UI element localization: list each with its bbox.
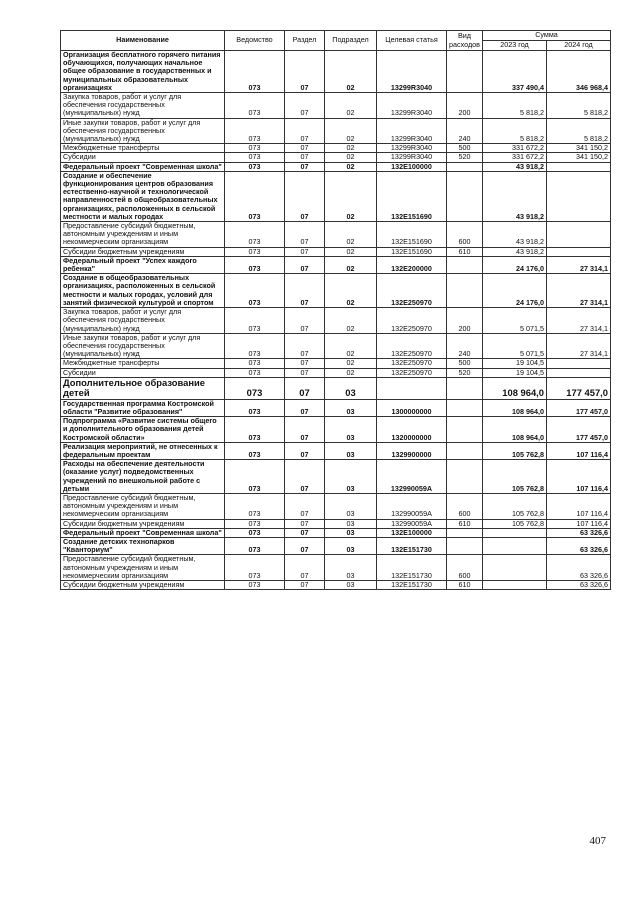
cell-podr: 02 bbox=[325, 162, 377, 171]
cell-s2024 bbox=[547, 359, 611, 368]
table-row bbox=[61, 222, 611, 248]
cell-podr: 02 bbox=[325, 274, 377, 308]
cell-podr: 03 bbox=[325, 460, 377, 494]
cell-name: Закупка товаров, работ и услуг для обеспечения государственных (муниципальных) нужд bbox=[61, 93, 225, 119]
cell-name: Межбюджетные трансферты bbox=[61, 144, 225, 153]
cell-vr bbox=[447, 377, 483, 399]
cell-cs: 132E250970 bbox=[377, 359, 447, 368]
cell-s2024: 63 326,6 bbox=[547, 555, 611, 581]
cell-vr: 600 bbox=[447, 555, 483, 581]
cell-podr: 03 bbox=[325, 417, 377, 443]
cell-ved: 073 bbox=[225, 171, 285, 221]
cell-podr: 03 bbox=[325, 399, 377, 416]
cell-s2024: 63 326,6 bbox=[547, 537, 611, 554]
cell-podr: 02 bbox=[325, 153, 377, 162]
col-header-vedomstvo: Ведомство bbox=[225, 31, 285, 51]
cell-podr: 02 bbox=[325, 368, 377, 377]
cell-cs: 132990059А bbox=[377, 519, 447, 528]
cell-cs: 132E151690 bbox=[377, 247, 447, 256]
cell-s2024 bbox=[547, 368, 611, 377]
cell-name: Федеральный проект "Успех каждого ребенка" bbox=[61, 256, 225, 273]
table-row bbox=[61, 460, 611, 494]
cell-name: Организация бесплатного горячего питания обучающихся, получающих начальное общее образование в государственных и муниципальных образовательных организациях bbox=[61, 51, 225, 93]
cell-name: Расходы на обеспечение деятельности (оказание услуг) подведомственных учреждений по внешкольной работе с детьми bbox=[61, 460, 225, 494]
cell-name: Межбюджетные трансферты bbox=[61, 359, 225, 368]
cell-name: Субсидии bbox=[61, 368, 225, 377]
cell-s2024: 107 116,4 bbox=[547, 519, 611, 528]
table-row bbox=[61, 519, 611, 528]
col-header-razdel: Раздел bbox=[285, 31, 325, 51]
cell-ved: 073 bbox=[225, 359, 285, 368]
cell-cs: 1320000000 bbox=[377, 417, 447, 443]
cell-razd: 07 bbox=[285, 359, 325, 368]
table-row bbox=[61, 377, 611, 399]
cell-name: Субсидии bbox=[61, 153, 225, 162]
cell-razd: 07 bbox=[285, 118, 325, 144]
cell-razd: 07 bbox=[285, 93, 325, 119]
cell-podr: 03 bbox=[325, 493, 377, 519]
cell-ved: 073 bbox=[225, 555, 285, 581]
cell-vr bbox=[447, 51, 483, 93]
table-row bbox=[61, 580, 611, 589]
cell-name: Субсидии бюджетным учреждениям bbox=[61, 247, 225, 256]
cell-vr bbox=[447, 537, 483, 554]
cell-s2023 bbox=[483, 580, 547, 589]
cell-ved: 073 bbox=[225, 256, 285, 273]
cell-ved: 073 bbox=[225, 528, 285, 537]
table-header bbox=[61, 31, 611, 51]
cell-podr: 03 bbox=[325, 377, 377, 399]
cell-s2023: 337 490,4 bbox=[483, 51, 547, 93]
table-row bbox=[61, 93, 611, 119]
table-row bbox=[61, 555, 611, 581]
cell-razd: 07 bbox=[285, 171, 325, 221]
table-row bbox=[61, 333, 611, 359]
budget-table-sheet bbox=[60, 30, 610, 590]
table-row bbox=[61, 118, 611, 144]
cell-podr: 02 bbox=[325, 247, 377, 256]
col-header-2024: 2024 год bbox=[547, 41, 611, 51]
cell-vr: 520 bbox=[447, 153, 483, 162]
cell-ved: 073 bbox=[225, 162, 285, 171]
cell-vr bbox=[447, 162, 483, 171]
cell-s2023: 331 672,2 bbox=[483, 153, 547, 162]
col-header-name: Наименование bbox=[61, 31, 225, 51]
table-row bbox=[61, 417, 611, 443]
cell-s2023: 105 762,8 bbox=[483, 460, 547, 494]
cell-s2024: 27 314,1 bbox=[547, 333, 611, 359]
cell-cs: 1329900000 bbox=[377, 442, 447, 459]
cell-ved: 073 bbox=[225, 274, 285, 308]
cell-s2023: 5 818,2 bbox=[483, 93, 547, 119]
cell-vr: 600 bbox=[447, 493, 483, 519]
cell-ved: 073 bbox=[225, 442, 285, 459]
table-row bbox=[61, 368, 611, 377]
cell-ved: 073 bbox=[225, 51, 285, 93]
cell-s2024: 107 116,4 bbox=[547, 460, 611, 494]
cell-name: Создание в общеобразовательных организациях, расположенных в сельской местности и малых городах, условий для занятий физической культурой и спортом bbox=[61, 274, 225, 308]
table-row bbox=[61, 442, 611, 459]
cell-name: Создание и обеспечение функционирования центров образования естественно-научной и технологической направленностей в общеобразовательных организациях, расположенных в сельской местности и малых городах bbox=[61, 171, 225, 221]
cell-razd: 07 bbox=[285, 153, 325, 162]
cell-vr: 240 bbox=[447, 333, 483, 359]
cell-razd: 07 bbox=[285, 555, 325, 581]
cell-podr: 02 bbox=[325, 144, 377, 153]
cell-vr: 610 bbox=[447, 519, 483, 528]
table-row bbox=[61, 528, 611, 537]
cell-name: Предоставление субсидий бюджетным, автономным учреждениям и иным некоммерческим организациям bbox=[61, 493, 225, 519]
cell-s2024: 63 326,6 bbox=[547, 580, 611, 589]
cell-vr: 610 bbox=[447, 580, 483, 589]
col-header-vid: Вид расходов bbox=[447, 31, 483, 51]
cell-vr bbox=[447, 256, 483, 273]
cell-ved: 073 bbox=[225, 460, 285, 494]
cell-vr bbox=[447, 399, 483, 416]
table-row bbox=[61, 308, 611, 334]
cell-cs: 132990059А bbox=[377, 460, 447, 494]
cell-cs: 13299R3040 bbox=[377, 153, 447, 162]
cell-ved: 073 bbox=[225, 493, 285, 519]
cell-cs bbox=[377, 377, 447, 399]
cell-s2024: 177 457,0 bbox=[547, 399, 611, 416]
cell-razd: 07 bbox=[285, 51, 325, 93]
cell-cs: 132E250970 bbox=[377, 274, 447, 308]
cell-s2024: 341 150,2 bbox=[547, 144, 611, 153]
cell-name: Государственная программа Костромской области "Развитие образования" bbox=[61, 399, 225, 416]
cell-podr: 02 bbox=[325, 308, 377, 334]
cell-podr: 03 bbox=[325, 528, 377, 537]
table-row bbox=[61, 162, 611, 171]
cell-ved: 073 bbox=[225, 144, 285, 153]
cell-s2024 bbox=[547, 247, 611, 256]
cell-s2023: 331 672,2 bbox=[483, 144, 547, 153]
cell-s2023: 24 176,0 bbox=[483, 274, 547, 308]
cell-cs: 132E151730 bbox=[377, 555, 447, 581]
cell-name: Создание детских технопарков "Кванториум" bbox=[61, 537, 225, 554]
cell-vr bbox=[447, 528, 483, 537]
cell-razd: 07 bbox=[285, 333, 325, 359]
cell-vr bbox=[447, 274, 483, 308]
cell-s2023: 5 071,5 bbox=[483, 308, 547, 334]
col-header-tselevaya: Целевая статья bbox=[377, 31, 447, 51]
cell-cs: 1300000000 bbox=[377, 399, 447, 416]
cell-razd: 07 bbox=[285, 399, 325, 416]
cell-s2024: 27 314,1 bbox=[547, 308, 611, 334]
cell-razd: 07 bbox=[285, 537, 325, 554]
cell-s2023: 43 918,2 bbox=[483, 162, 547, 171]
cell-razd: 07 bbox=[285, 308, 325, 334]
cell-razd: 07 bbox=[285, 493, 325, 519]
table-row bbox=[61, 153, 611, 162]
cell-vr: 200 bbox=[447, 93, 483, 119]
cell-vr bbox=[447, 417, 483, 443]
cell-cs: 132E151690 bbox=[377, 171, 447, 221]
cell-podr: 02 bbox=[325, 93, 377, 119]
cell-name: Иные закупки товаров, работ и услуг для обеспечения государственных (муниципальных) нужд bbox=[61, 333, 225, 359]
cell-s2024: 107 116,4 bbox=[547, 493, 611, 519]
cell-s2024: 5 818,2 bbox=[547, 93, 611, 119]
cell-s2024: 63 326,6 bbox=[547, 528, 611, 537]
cell-razd: 07 bbox=[285, 519, 325, 528]
cell-podr: 03 bbox=[325, 442, 377, 459]
cell-s2024: 27 314,1 bbox=[547, 274, 611, 308]
cell-name: Дополнительное образование детей bbox=[61, 377, 225, 399]
cell-s2024: 177 457,0 bbox=[547, 377, 611, 399]
table-row bbox=[61, 256, 611, 273]
cell-podr: 03 bbox=[325, 519, 377, 528]
cell-ved: 073 bbox=[225, 537, 285, 554]
cell-vr: 600 bbox=[447, 222, 483, 248]
cell-s2024: 5 818,2 bbox=[547, 118, 611, 144]
cell-s2023 bbox=[483, 528, 547, 537]
table-row bbox=[61, 493, 611, 519]
cell-s2023: 43 918,2 bbox=[483, 222, 547, 248]
cell-name: Субсидии бюджетным учреждениям bbox=[61, 580, 225, 589]
cell-s2024: 341 150,2 bbox=[547, 153, 611, 162]
cell-razd: 07 bbox=[285, 368, 325, 377]
cell-s2023: 105 762,8 bbox=[483, 442, 547, 459]
cell-vr bbox=[447, 460, 483, 494]
cell-name: Субсидии бюджетным учреждениям bbox=[61, 519, 225, 528]
cell-cs: 132E250970 bbox=[377, 333, 447, 359]
cell-s2023: 108 964,0 bbox=[483, 399, 547, 416]
cell-name: Реализация мероприятий, не отнесенных к федеральным проектам bbox=[61, 442, 225, 459]
cell-razd: 07 bbox=[285, 528, 325, 537]
cell-cs: 13299R3040 bbox=[377, 144, 447, 153]
table-row bbox=[61, 359, 611, 368]
cell-name: Закупка товаров, работ и услуг для обеспечения государственных (муниципальных) нужд bbox=[61, 308, 225, 334]
cell-razd: 07 bbox=[285, 442, 325, 459]
cell-cs: 13299R3040 bbox=[377, 118, 447, 144]
page-number: 407 bbox=[589, 835, 606, 847]
cell-podr: 02 bbox=[325, 118, 377, 144]
cell-razd: 07 bbox=[285, 222, 325, 248]
cell-razd: 07 bbox=[285, 417, 325, 443]
cell-podr: 03 bbox=[325, 555, 377, 581]
cell-s2024: 107 116,4 bbox=[547, 442, 611, 459]
cell-podr: 03 bbox=[325, 537, 377, 554]
cell-ved: 073 bbox=[225, 580, 285, 589]
cell-razd: 07 bbox=[285, 144, 325, 153]
cell-vr bbox=[447, 171, 483, 221]
cell-razd: 07 bbox=[285, 162, 325, 171]
cell-podr: 02 bbox=[325, 171, 377, 221]
cell-s2023: 19 104,5 bbox=[483, 359, 547, 368]
cell-razd: 07 bbox=[285, 247, 325, 256]
cell-ved: 073 bbox=[225, 153, 285, 162]
col-header-summa: Сумма bbox=[483, 31, 611, 41]
cell-cs: 132E250970 bbox=[377, 368, 447, 377]
col-header-2023: 2023 год bbox=[483, 41, 547, 51]
cell-s2024: 346 968,4 bbox=[547, 51, 611, 93]
cell-vr: 500 bbox=[447, 359, 483, 368]
cell-name: Федеральный проект "Современная школа" bbox=[61, 162, 225, 171]
cell-name: Подпрограмма «Развитие системы общего и дополнительного образования детей Костромской области» bbox=[61, 417, 225, 443]
cell-razd: 07 bbox=[285, 460, 325, 494]
cell-cs: 13299R3040 bbox=[377, 51, 447, 93]
cell-ved: 073 bbox=[225, 118, 285, 144]
cell-name: Предоставление субсидий бюджетным, автономным учреждениям и иным некоммерческим организациям bbox=[61, 555, 225, 581]
cell-podr: 02 bbox=[325, 51, 377, 93]
cell-ved: 073 bbox=[225, 377, 285, 399]
cell-ved: 073 bbox=[225, 308, 285, 334]
cell-podr: 02 bbox=[325, 256, 377, 273]
cell-podr: 03 bbox=[325, 580, 377, 589]
cell-cs: 132E151690 bbox=[377, 222, 447, 248]
cell-vr: 240 bbox=[447, 118, 483, 144]
cell-ved: 073 bbox=[225, 222, 285, 248]
cell-s2023: 5 071,5 bbox=[483, 333, 547, 359]
cell-ved: 073 bbox=[225, 333, 285, 359]
cell-vr bbox=[447, 442, 483, 459]
cell-vr: 200 bbox=[447, 308, 483, 334]
cell-podr: 02 bbox=[325, 222, 377, 248]
table-row bbox=[61, 537, 611, 554]
table-body bbox=[61, 51, 611, 590]
table-row bbox=[61, 171, 611, 221]
cell-cs: 132E250970 bbox=[377, 308, 447, 334]
table-row bbox=[61, 144, 611, 153]
cell-podr: 02 bbox=[325, 359, 377, 368]
cell-ved: 073 bbox=[225, 399, 285, 416]
cell-s2023 bbox=[483, 555, 547, 581]
cell-s2023: 108 964,0 bbox=[483, 417, 547, 443]
cell-cs: 132990059А bbox=[377, 493, 447, 519]
cell-s2023: 19 104,5 bbox=[483, 368, 547, 377]
cell-cs: 132E100000 bbox=[377, 162, 447, 171]
cell-razd: 07 bbox=[285, 580, 325, 589]
cell-s2023: 24 176,0 bbox=[483, 256, 547, 273]
cell-cs: 13299R3040 bbox=[377, 93, 447, 119]
cell-s2024: 177 457,0 bbox=[547, 417, 611, 443]
cell-s2024 bbox=[547, 162, 611, 171]
cell-ved: 073 bbox=[225, 93, 285, 119]
cell-cs: 132E151730 bbox=[377, 580, 447, 589]
budget-table bbox=[60, 30, 611, 590]
cell-vr: 610 bbox=[447, 247, 483, 256]
cell-s2023 bbox=[483, 537, 547, 554]
table-row bbox=[61, 247, 611, 256]
cell-name: Федеральный проект "Современная школа" bbox=[61, 528, 225, 537]
cell-s2024 bbox=[547, 171, 611, 221]
table-row bbox=[61, 399, 611, 416]
cell-cs: 132E100000 bbox=[377, 528, 447, 537]
cell-ved: 073 bbox=[225, 247, 285, 256]
cell-podr: 02 bbox=[325, 333, 377, 359]
cell-vr: 520 bbox=[447, 368, 483, 377]
cell-razd: 07 bbox=[285, 274, 325, 308]
cell-s2023: 108 964,0 bbox=[483, 377, 547, 399]
cell-cs: 132E200000 bbox=[377, 256, 447, 273]
cell-s2024: 27 314,1 bbox=[547, 256, 611, 273]
table-row bbox=[61, 274, 611, 308]
cell-ved: 073 bbox=[225, 417, 285, 443]
cell-vr: 500 bbox=[447, 144, 483, 153]
cell-s2023: 43 918,2 bbox=[483, 171, 547, 221]
col-header-podrazdel: Подраздел bbox=[325, 31, 377, 51]
cell-s2024 bbox=[547, 222, 611, 248]
cell-cs: 132E151730 bbox=[377, 537, 447, 554]
cell-s2023: 105 762,8 bbox=[483, 519, 547, 528]
cell-razd: 07 bbox=[285, 377, 325, 399]
table-row bbox=[61, 51, 611, 93]
cell-ved: 073 bbox=[225, 519, 285, 528]
cell-s2023: 43 918,2 bbox=[483, 247, 547, 256]
cell-name: Предоставление субсидий бюджетным, автономным учреждениям и иным некоммерческим организациям bbox=[61, 222, 225, 248]
cell-s2023: 105 762,8 bbox=[483, 493, 547, 519]
cell-s2023: 5 818,2 bbox=[483, 118, 547, 144]
cell-ved: 073 bbox=[225, 368, 285, 377]
cell-razd: 07 bbox=[285, 256, 325, 273]
cell-name: Иные закупки товаров, работ и услуг для обеспечения государственных (муниципальных) нужд bbox=[61, 118, 225, 144]
